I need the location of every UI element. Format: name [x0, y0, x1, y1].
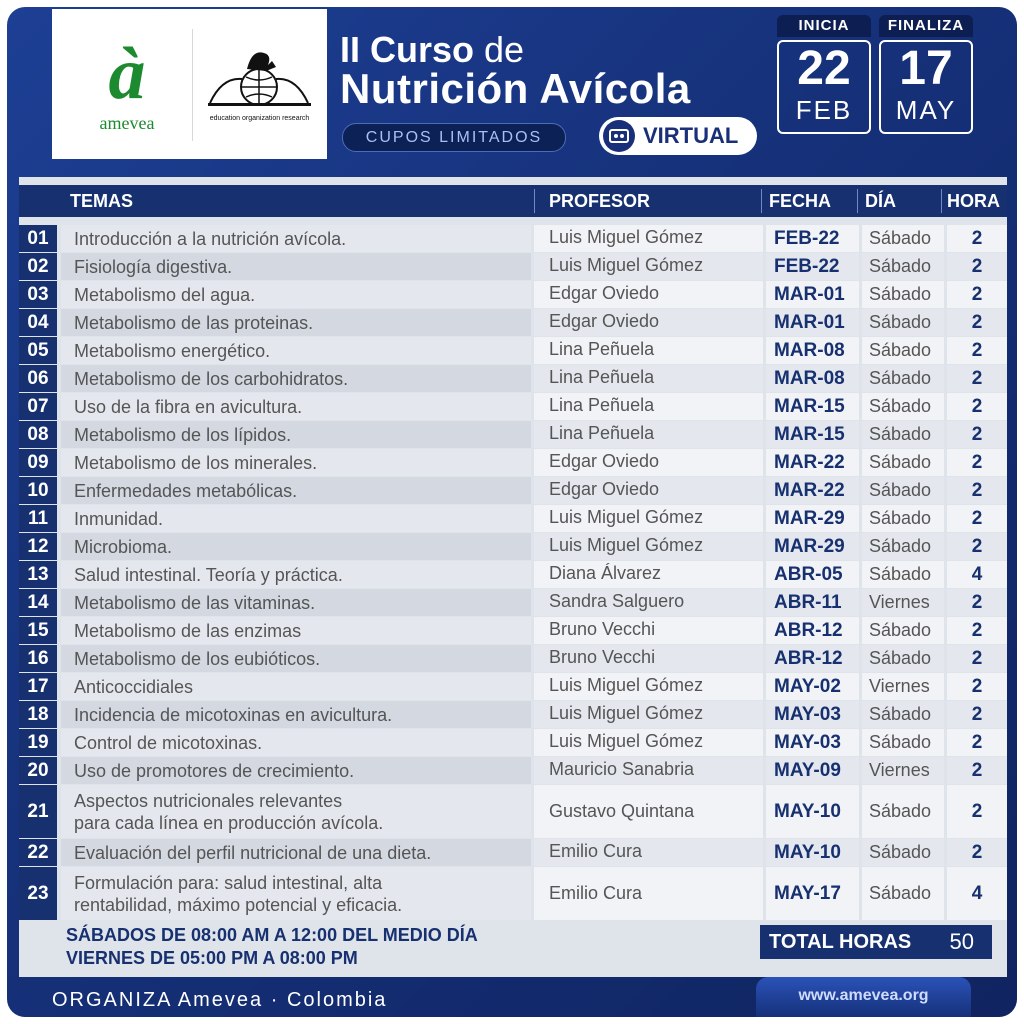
day-cell: Sábado	[862, 839, 944, 866]
hours-cell: 2	[947, 393, 1007, 420]
professor-cell: Mauricio Sanabria	[534, 757, 763, 784]
end-label: FINALIZA	[879, 15, 973, 37]
topic-cell	[61, 785, 531, 838]
topic-text: Introducción a la nutrición avícola.	[74, 228, 347, 249]
day-cell: Sábado	[862, 393, 944, 420]
table-row	[19, 225, 1007, 252]
header-profesor: PROFESOR	[549, 191, 651, 211]
cupos-limitados-badge: CUPOS LIMITADOS	[342, 123, 566, 152]
topic-text: Metabolismo de las proteinas.	[74, 312, 314, 333]
date-cell: MAR-01	[766, 281, 859, 308]
day-cell: Sábado	[862, 421, 944, 448]
hours-cell: 2	[947, 645, 1007, 672]
table-row	[19, 785, 1007, 838]
professor-cell: Gustavo Quintana	[534, 785, 763, 838]
date-cell: ABR-11	[766, 589, 859, 616]
amevea-logo	[72, 33, 182, 147]
day-cell: Sábado	[862, 701, 944, 728]
hours-cell: 2	[947, 757, 1007, 784]
amevea-logo-text: amevea	[99, 113, 155, 133]
header-fecha: FECHA	[769, 191, 831, 211]
row-number: 19	[19, 729, 57, 756]
virtual-badge	[599, 117, 757, 155]
topic-cell	[61, 589, 531, 616]
topic-text: Evaluación del perfil nutricional de una dieta.	[74, 842, 432, 863]
row-number: 02	[19, 253, 57, 280]
date-cell: MAR-15	[766, 393, 859, 420]
professor-cell: Edgar Oviedo	[534, 309, 763, 336]
date-cell: MAR-29	[766, 533, 859, 560]
table-row	[19, 309, 1007, 336]
schedule-fridays: VIERNES DE 05:00 PM A 08:00 PM	[66, 948, 358, 968]
flyer-card	[7, 7, 1017, 1017]
topic-cell	[61, 225, 531, 252]
row-number: 06	[19, 365, 57, 392]
date-cell: MAR-22	[766, 449, 859, 476]
date-cell: MAR-15	[766, 421, 859, 448]
topic-text: Metabolismo energético.	[74, 340, 271, 361]
topic-line: para cada línea en producción avícola.	[74, 812, 384, 833]
hours-cell: 2	[947, 281, 1007, 308]
row-number: 08	[19, 421, 57, 448]
professor-cell: Lina Peñuela	[534, 337, 763, 364]
date-cell: MAR-01	[766, 309, 859, 336]
table-row	[19, 365, 1007, 392]
topic-text: Metabolismo de los minerales.	[74, 452, 318, 473]
day-cell: Sábado	[862, 867, 944, 920]
table-row	[19, 533, 1007, 560]
topic-text: Salud intestinal. Teoría y práctica.	[74, 564, 343, 585]
topic-text: Metabolismo de las vitaminas.	[74, 592, 316, 613]
table-row	[19, 839, 1007, 866]
topic-cell	[61, 309, 531, 336]
topic-text: Uso de promotores de crecimiento.	[74, 760, 355, 781]
topic-cell	[61, 281, 531, 308]
topic-line: Aspectos nutricionales relevantes	[74, 790, 343, 811]
day-cell: Sábado	[862, 645, 944, 672]
end-day: 17	[899, 42, 953, 95]
row-number: 23	[19, 867, 57, 920]
date-cell: MAY-10	[766, 785, 859, 838]
professor-cell: Luis Miguel Gómez	[534, 253, 763, 280]
table-row	[19, 673, 1007, 700]
topic-cell	[61, 477, 531, 504]
topic-text: Anticoccidiales	[74, 676, 194, 697]
day-cell: Sábado	[862, 561, 944, 588]
date-cell: MAR-22	[766, 477, 859, 504]
topic-cell	[61, 673, 531, 700]
day-cell: Sábado	[862, 309, 944, 336]
hours-cell: 2	[947, 533, 1007, 560]
topic-cell	[61, 421, 531, 448]
topic-cell	[61, 505, 531, 532]
hours-cell: 4	[947, 867, 1007, 920]
row-number: 12	[19, 533, 57, 560]
hours-cell: 2	[947, 729, 1007, 756]
topic-text: Metabolismo de los lípidos.	[74, 424, 292, 445]
day-cell: Sábado	[862, 785, 944, 838]
topic-text: Incidencia de micotoxinas en avicultura.	[74, 704, 393, 725]
day-cell: Sábado	[862, 253, 944, 280]
end-month: MAY	[895, 95, 957, 125]
topic-cell	[61, 867, 531, 920]
total-hours-label: TOTAL HORAS	[769, 931, 912, 953]
hours-cell: 2	[947, 337, 1007, 364]
total-hours-value: 50	[949, 929, 974, 954]
date-cell: MAR-08	[766, 365, 859, 392]
day-cell: Sábado	[862, 533, 944, 560]
hours-cell: 2	[947, 839, 1007, 866]
topic-text: Enfermedades metabólicas.	[74, 480, 298, 501]
topic-text: Microbioma.	[74, 536, 173, 557]
date-cell: ABR-05	[766, 561, 859, 588]
header-hora: HORA	[947, 191, 1000, 211]
row-number: 04	[19, 309, 57, 336]
topic-cell	[61, 449, 531, 476]
topic-text: Metabolismo de las enzimas	[74, 620, 302, 641]
row-number: 09	[19, 449, 57, 476]
date-cell: FEB-22	[766, 225, 859, 252]
table-row	[19, 281, 1007, 308]
day-cell: Viernes	[862, 589, 944, 616]
row-number: 20	[19, 757, 57, 784]
start-date	[777, 15, 871, 134]
logo-panel	[52, 9, 327, 159]
topic-text: Inmunidad.	[74, 508, 164, 529]
table-row	[19, 729, 1007, 756]
start-label: INICIA	[777, 15, 871, 37]
date-cell: MAR-29	[766, 505, 859, 532]
professor-cell: Sandra Salguero	[534, 589, 763, 616]
organizer-text: ORGANIZA Amevea · Colombia	[52, 989, 388, 1011]
day-cell: Sábado	[862, 337, 944, 364]
date-cell: MAY-09	[766, 757, 859, 784]
professor-cell: Luis Miguel Gómez	[534, 533, 763, 560]
date-cell: ABR-12	[766, 617, 859, 644]
day-cell: Sábado	[862, 617, 944, 644]
row-number: 15	[19, 617, 57, 644]
topic-cell	[61, 617, 531, 644]
professor-cell: Luis Miguel Gómez	[534, 729, 763, 756]
hours-cell: 2	[947, 589, 1007, 616]
topic-cell	[61, 757, 531, 784]
day-cell: Sábado	[862, 281, 944, 308]
hours-cell: 4	[947, 561, 1007, 588]
table-row	[19, 393, 1007, 420]
topic-cell	[61, 393, 531, 420]
row-number: 01	[19, 225, 57, 252]
row-number: 13	[19, 561, 57, 588]
day-cell: Sábado	[862, 225, 944, 252]
hours-cell: 2	[947, 309, 1007, 336]
row-number: 14	[19, 589, 57, 616]
day-cell: Viernes	[862, 673, 944, 700]
topic-cell	[61, 533, 531, 560]
hours-cell: 2	[947, 617, 1007, 644]
table-row	[19, 757, 1007, 784]
hours-cell: 2	[947, 477, 1007, 504]
topic-line: rentabilidad, máximo potencial y eficacia.	[74, 894, 403, 915]
hours-cell: 2	[947, 673, 1007, 700]
day-cell: Sábado	[862, 365, 944, 392]
day-cell: Viernes	[862, 757, 944, 784]
professor-cell: Edgar Oviedo	[534, 477, 763, 504]
date-cell: FEB-22	[766, 253, 859, 280]
topic-line: Formulación para: salud intestinal, alta	[74, 872, 383, 893]
topic-text: Metabolismo del agua.	[74, 284, 256, 305]
date-cell: MAY-03	[766, 701, 859, 728]
header-dia: DÍA	[865, 191, 896, 211]
table-row	[19, 867, 1007, 920]
date-cell: MAY-10	[766, 839, 859, 866]
row-number: 17	[19, 673, 57, 700]
hours-cell: 2	[947, 365, 1007, 392]
table-row	[19, 505, 1007, 532]
professor-cell: Luis Miguel Gómez	[534, 701, 763, 728]
table-row	[19, 701, 1007, 728]
professor-cell: Bruno Vecchi	[534, 645, 763, 672]
row-number: 07	[19, 393, 57, 420]
row-number: 03	[19, 281, 57, 308]
topic-cell	[61, 729, 531, 756]
table-row	[19, 561, 1007, 588]
professor-cell: Lina Peñuela	[534, 393, 763, 420]
table-row	[19, 589, 1007, 616]
video-meeting-icon	[603, 120, 635, 152]
amevea-logo-mark: à	[108, 33, 146, 115]
topic-text: Uso de la fibra en avicultura.	[74, 396, 303, 417]
professor-cell: Luis Miguel Gómez	[534, 505, 763, 532]
wpsa-logo-text: education organization research	[209, 115, 310, 122]
hours-cell: 2	[947, 785, 1007, 838]
professor-cell: Lina Peñuela	[534, 421, 763, 448]
topic-text: Fisiología digestiva.	[74, 256, 233, 277]
topic-cell	[61, 365, 531, 392]
table-row	[19, 421, 1007, 448]
logo-divider	[192, 29, 193, 141]
day-cell: Sábado	[862, 477, 944, 504]
hours-cell: 2	[947, 449, 1007, 476]
course-title-line2: Nutrición Avícola	[340, 65, 691, 112]
virtual-text: VIRTUAL	[643, 123, 739, 148]
row-number: 22	[19, 839, 57, 866]
professor-cell: Edgar Oviedo	[534, 449, 763, 476]
row-number: 21	[19, 785, 57, 838]
topic-text: Control de micotoxinas.	[74, 732, 263, 753]
topic-cell	[61, 701, 531, 728]
row-number: 05	[19, 337, 57, 364]
professor-cell: Diana Álvarez	[534, 561, 763, 588]
topic-text: Metabolismo de los eubióticos.	[74, 648, 321, 669]
wpsa-logo	[202, 47, 317, 137]
table-row	[19, 477, 1007, 504]
date-cell: MAY-03	[766, 729, 859, 756]
header-temas: TEMAS	[70, 191, 133, 211]
table-header	[19, 185, 1007, 217]
professor-cell: Emilio Cura	[534, 839, 763, 866]
hours-cell: 2	[947, 505, 1007, 532]
title-rest: de	[484, 29, 525, 70]
row-number: 11	[19, 505, 57, 532]
hours-cell: 2	[947, 701, 1007, 728]
topic-cell	[61, 253, 531, 280]
website-link[interactable]: www.amevea.org	[756, 977, 971, 1017]
topic-cell	[61, 337, 531, 364]
day-cell: Sábado	[862, 505, 944, 532]
topic-cell	[61, 561, 531, 588]
date-cell: MAR-08	[766, 337, 859, 364]
professor-cell: Edgar Oviedo	[534, 281, 763, 308]
topic-cell	[61, 839, 531, 866]
professor-cell: Luis Miguel Gómez	[534, 225, 763, 252]
table-row	[19, 337, 1007, 364]
date-cell: MAY-02	[766, 673, 859, 700]
footer	[7, 987, 1017, 1017]
title-bold: II Curso	[340, 29, 475, 70]
topic-text: Metabolismo de los carbohidratos.	[74, 368, 349, 389]
day-cell: Sábado	[862, 729, 944, 756]
table-row	[19, 449, 1007, 476]
professor-cell: Emilio Cura	[534, 867, 763, 920]
start-month: FEB	[795, 95, 853, 125]
professor-cell: Lina Peñuela	[534, 365, 763, 392]
hours-cell: 2	[947, 253, 1007, 280]
table-row	[19, 617, 1007, 644]
rooster-globe-icon	[202, 47, 317, 113]
topic-cell	[61, 645, 531, 672]
hours-cell: 2	[947, 421, 1007, 448]
date-cell: MAY-17	[766, 867, 859, 920]
row-number: 16	[19, 645, 57, 672]
professor-cell: Bruno Vecchi	[534, 617, 763, 644]
professor-cell: Luis Miguel Gómez	[534, 673, 763, 700]
start-day: 22	[797, 42, 851, 95]
hours-cell: 2	[947, 225, 1007, 252]
schedule-table	[19, 177, 1007, 977]
end-date	[879, 15, 973, 134]
date-cell: ABR-12	[766, 645, 859, 672]
total-hours	[760, 925, 992, 959]
row-number: 18	[19, 701, 57, 728]
table-row	[19, 253, 1007, 280]
table-row	[19, 645, 1007, 672]
schedule-saturdays: SÁBADOS DE 08:00 AM A 12:00 DEL MEDIO DÍA	[66, 925, 478, 945]
row-number: 10	[19, 477, 57, 504]
day-cell: Sábado	[862, 449, 944, 476]
